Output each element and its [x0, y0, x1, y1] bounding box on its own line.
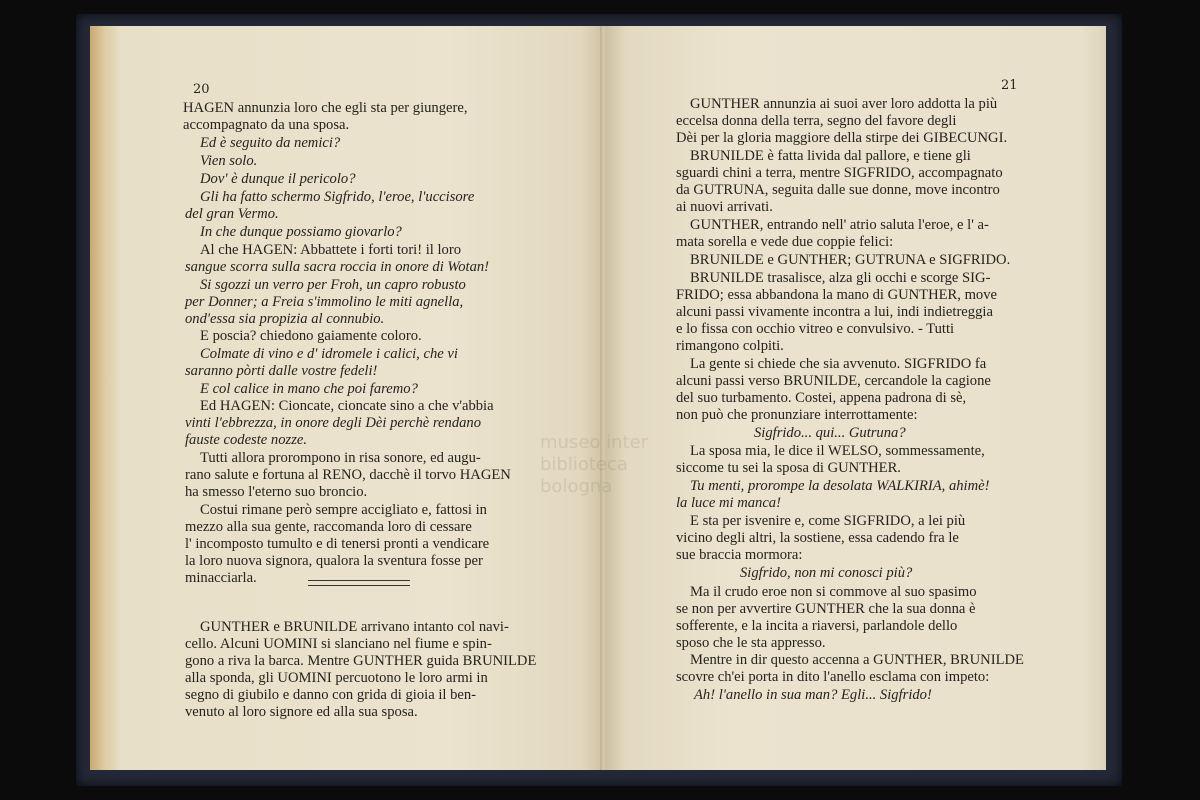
text-line: Ed HAGEN: Cioncate, cioncate sino a che v'abbia: [200, 398, 494, 414]
text-line: Sigfrido, non mi conosci più?: [740, 565, 913, 581]
watermark-line: bologna: [540, 476, 613, 497]
text-line: Tutti allora prorompono in risa sonore, ed augu-: [200, 450, 481, 466]
text-line: GUNTHER annunzia ai suoi aver loro addotta la più: [690, 96, 998, 112]
text-line: sposo che le sta appresso.: [676, 635, 826, 651]
text-line: E col calice in mano che poi faremo?: [200, 381, 418, 397]
text-line: alla sponda, gli UOMINI percuotono le loro armi in: [185, 670, 488, 686]
text-line: Vien solo.: [200, 153, 258, 169]
text-line: vicino degli altri, la sostiene, essa cadendo fra le: [676, 530, 959, 546]
text-line: GUNTHER e BRUNILDE arrivano intanto col navi-: [200, 619, 509, 635]
text-line: HAGEN annunzia loro che egli sta per giungere,: [183, 100, 468, 116]
text-line: saranno pòrti dalle vostre fedeli!: [185, 363, 378, 379]
text-line: ond'essa sia propizia al connubio.: [185, 311, 385, 327]
text-line: cello. Alcuni UOMINI si slanciano nel fiume e spin-: [185, 636, 492, 652]
text-line: del suo turbamento. Costei, appena padrona di sè,: [676, 390, 967, 406]
text-line: da GUTRUNA, seguita dalle sue donne, move incontro: [676, 182, 1000, 198]
text-line: Ah! l'anello in sua man? Egli... Sigfrido!: [694, 687, 932, 703]
text-line: Mentre in dir questo accenna a GUNTHER, BRUNILDE: [690, 652, 1024, 668]
text-line: Al che HAGEN: Abbattete i forti tori! il loro: [200, 242, 462, 258]
text-line: la luce mi manca!: [676, 495, 781, 511]
right-page-text: [606, 26, 1106, 770]
text-line: BRUNILDE è fatta livida dal pallore, e tiene gli: [690, 148, 971, 164]
text-line: BRUNILDE trasalisce, alza gli occhi e scorge SIG-: [690, 270, 991, 286]
page-number-left: 20: [193, 82, 210, 97]
text-line: Dov' è dunque il pericolo?: [200, 171, 356, 187]
text-line: In che dunque possiamo giovarlo?: [200, 224, 402, 240]
text-line: vinti l'ebbrezza, in onore degli Dèi perchè rendano: [185, 415, 482, 431]
text-line: sguardi chini a terra, mentre SIGFRIDO, accompagnato: [676, 165, 1003, 181]
right-page: [606, 26, 1106, 770]
text-line: E poscia? chiedono gaiamente coloro.: [200, 328, 422, 344]
text-line: segno di giubilo e danno con grida di gioia il ben-: [185, 687, 477, 703]
watermark-line: biblioteca: [540, 454, 628, 475]
text-line: alcuni passi verso BRUNILDE, cercandole la cagione: [676, 373, 991, 389]
text-line: per Donner; a Freia s'immolino le miti agnella,: [185, 294, 464, 310]
text-line: mezzo alla sua gente, raccomanda loro di cessare: [185, 519, 472, 535]
text-line: Tu menti, prorompe la desolata WALKIRIA, ahimè!: [690, 478, 990, 494]
text-line: Colmate di vino e d' idromele i calici, che vi: [200, 346, 458, 362]
text-line: Si sgozzi un verro per Froh, un capro robusto: [200, 277, 466, 293]
text-line: eccelsa donna della terra, segno del favore degli: [676, 113, 957, 129]
text-line: GUNTHER, entrando nell' atrio saluta l'eroe, e l' a-: [690, 217, 989, 233]
text-line: l' incomposto tumulto e di tenersi pronti a vendicare: [185, 536, 490, 552]
text-line: rano salute e fortuna al RENO, dacchè il torvo HAGEN: [185, 467, 511, 483]
text-line: Ed è seguito da nemici?: [200, 135, 341, 151]
text-line: sofferente, e la incita a riaversi, parlandole dello: [676, 618, 958, 634]
text-line: accompagnato da una sposa.: [183, 117, 350, 133]
text-line: la loro nuova signora, qualora la sventura fosse per: [185, 553, 483, 569]
text-line: fauste codeste nozze.: [185, 432, 307, 448]
text-line: Ma il crudo eroe non si commove al suo spasimo: [690, 584, 977, 600]
text-line: Dèi per la gloria maggiore della stirpe dei GIBECUNGI.: [676, 130, 1008, 146]
left-page: [90, 26, 602, 770]
library-watermark: [540, 432, 648, 498]
text-line: non può che pronunziare interrottamente:: [676, 407, 918, 423]
text-line: Sigfrido... qui... Gutruna?: [754, 425, 906, 441]
text-line: siccome tu sei la sposa di GUNTHER.: [676, 460, 901, 476]
text-line: La sposa mia, le dice il WELSO, sommessamente,: [690, 443, 985, 459]
left-page-text: [90, 26, 602, 770]
text-line: venuto al loro signore ed alla sua sposa.: [185, 704, 418, 720]
section-separator: [308, 580, 410, 586]
text-line: gono a riva la barca. Mentre GUNTHER guida BRUNILDE: [185, 653, 537, 669]
text-line: e lo fissa con occhio vitreo e convulsivo. - Tutti: [676, 321, 955, 337]
text-line: E sta per isvenire e, come SIGFRIDO, a lei più: [690, 513, 966, 529]
text-line: Costui rimane però sempre accigliato e, fattosi in: [200, 502, 487, 518]
text-line: La gente si chiede che sia avvenuto. SIGFRIDO fa: [690, 356, 987, 372]
text-line: ai nuovi arrivati.: [676, 199, 773, 215]
text-line: sangue scorra sulla sacra roccia in onore di Wotan!: [185, 259, 490, 275]
text-line: rimangono colpiti.: [676, 338, 784, 354]
text-line: sue braccia mormora:: [676, 547, 803, 563]
text-line: scovre ch'ei porta in dito l'anello esclama con impeto:: [676, 669, 990, 685]
text-line: del gran Vermo.: [185, 206, 279, 222]
text-line: BRUNILDE e GUNTHER; GUTRUNA e SIGFRIDO.: [690, 252, 1011, 268]
text-line: se non per avvertire GUNTHER che la sua donna è: [676, 601, 976, 617]
text-line: ha smesso l'eterno suo broncio.: [185, 484, 368, 500]
text-line: mata sorella e vede due coppie felici:: [676, 234, 894, 250]
text-line: Gli ha fatto schermo Sigfrido, l'eroe, l'uccisore: [200, 189, 475, 205]
text-line: minacciarla.: [185, 570, 257, 586]
text-line: FRIDO; essa abbandona la mano di GUNTHER, move: [676, 287, 998, 303]
text-line: alcuni passi vivamente incontra a lui, indi indietreggia: [676, 304, 993, 320]
page-number-right: 21: [1001, 78, 1018, 93]
watermark-line: museo inter: [540, 432, 649, 453]
